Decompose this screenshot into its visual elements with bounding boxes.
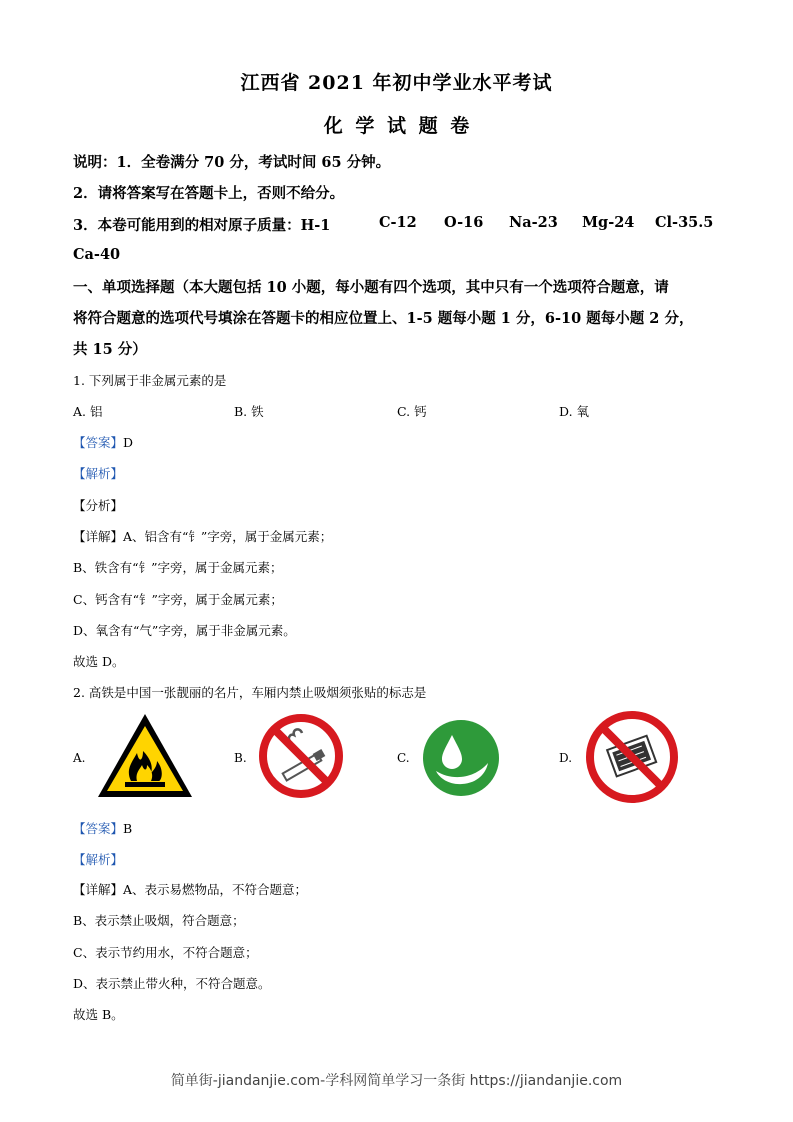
q2-detail-3: C、表示节约用水，不符合题意；	[73, 945, 258, 960]
section-line-2: 将符合题意的选项代号填涂在答题卡的相应位置上、1-5 题每小题 1 分，6-10 题每小题 2 分，	[73, 310, 694, 327]
q1-answer-label: 【答案】	[73, 435, 124, 450]
q2-detail-2: B、表示禁止吸烟，符合题意；	[73, 913, 245, 928]
q1-option-d: D. 氧	[559, 404, 590, 419]
q1-stem: 1. 下列属于非金属元素的是	[73, 373, 227, 388]
q2-conclusion: 故选 B。	[73, 1007, 124, 1022]
q1-option-c: C. 钙	[397, 404, 427, 419]
q2-detail-4: D、表示禁止带火种，不符合题意。	[73, 976, 271, 991]
notes-line-4: Ca-40	[73, 246, 121, 263]
water-saving-icon	[422, 719, 500, 797]
flammable-warning-icon	[95, 711, 195, 801]
notes-line-3: 3．本卷可能用到的相对原子质量：H-1	[73, 217, 331, 234]
mass-na: Na-23	[509, 214, 558, 231]
mass-mg: Mg-24	[582, 214, 635, 231]
notes-line-2: 2．请将答案写在答题卡上，否则不给分。	[73, 185, 345, 202]
notes-line-1: 说明：1．全卷满分 70 分，考试时间 65 分钟。	[73, 154, 391, 171]
q1-option-a: A. 铝	[73, 404, 103, 419]
q2-answer-value: B	[123, 821, 133, 836]
section-line-1: 一、单项选择题（本大题包括 10 小题，每小题有四个选项，其中只有一个选项符合题意，请	[73, 279, 669, 296]
no-smoking-icon	[258, 713, 344, 799]
q1-detail-1: 【详解】A、铝含有“钅”字旁，属于金属元素；	[73, 529, 333, 544]
q1-detail-2: B、铁含有“钅”字旁，属于金属元素；	[73, 560, 283, 575]
q1-analysis-label: 【解析】	[73, 466, 124, 481]
q1-fenxi-label: 【分析】	[73, 498, 124, 513]
q2-option-b-label: B.	[234, 751, 247, 765]
q2-option-d-label: D.	[559, 751, 573, 765]
q2-answer	[73, 819, 132, 837]
q2-option-a-label: A.	[73, 751, 86, 765]
section-line-3: 共 15 分）	[73, 341, 147, 358]
q1-conclusion: 故选 D。	[73, 654, 125, 669]
q1-answer	[73, 433, 133, 451]
page-subtitle: 化 学 试 题 卷	[323, 115, 470, 137]
q2-option-c-label: C.	[397, 751, 410, 765]
page-title: 江西省 2021 年初中学业水平考试	[240, 72, 553, 94]
q2-detail-1: 【详解】A、表示易燃物品，不符合题意；	[73, 882, 308, 897]
page-footer: 简单街-jiandanjie.com-学科网简单学习一条街 https://jiandanjie.com	[170, 1073, 623, 1089]
no-matches-icon	[585, 710, 679, 804]
q1-option-b: B. 铁	[234, 404, 264, 419]
q1-detail-4: D、氧含有“气”字旁，属于非金属元素。	[73, 623, 296, 638]
q2-analysis-label: 【解析】	[73, 852, 124, 867]
mass-o: O-16	[444, 214, 484, 231]
q1-detail-3: C、钙含有“钅”字旁，属于金属元素；	[73, 592, 283, 607]
q2-answer-label: 【答案】	[73, 821, 124, 836]
mass-cl: Cl-35.5	[655, 214, 714, 231]
q1-answer-value: D	[123, 435, 134, 450]
q2-stem: 2. 高铁是中国一张靓丽的名片，车厢内禁止吸烟须张贴的标志是	[73, 685, 427, 700]
mass-c: C-12	[379, 214, 417, 231]
